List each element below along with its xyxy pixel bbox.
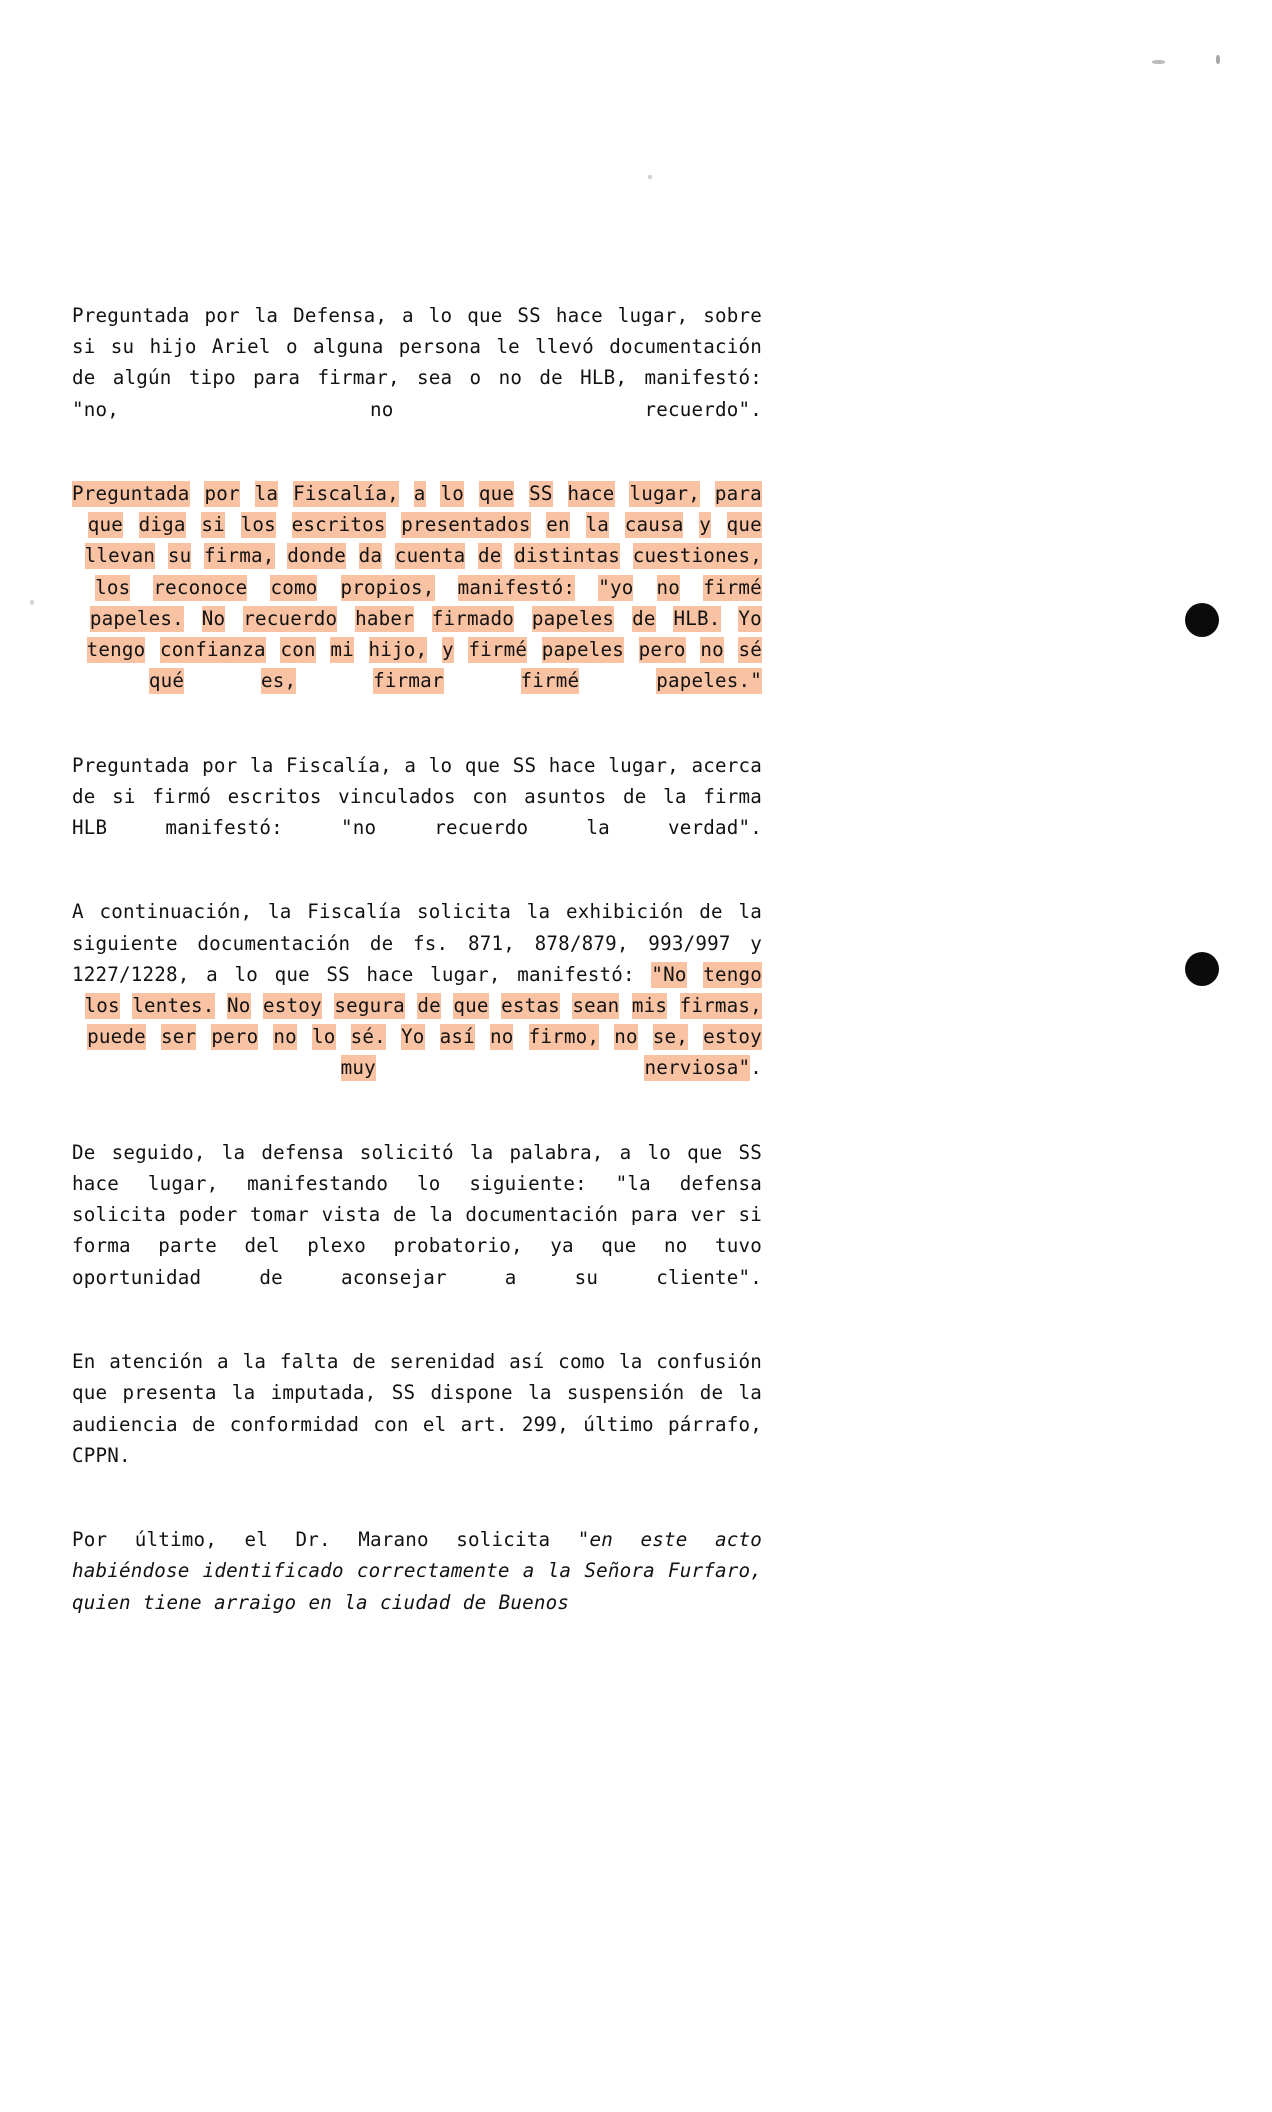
word-gap	[454, 638, 469, 661]
highlighted-word: para	[714, 482, 762, 506]
word-gap	[346, 544, 359, 567]
italic-text-run: "en este acto habiéndose identificado correctamente a la Señora Furfaro, quien tiene arraigo en la ciudad de Buenos	[72, 1528, 762, 1614]
word-gap	[513, 1025, 528, 1048]
word-gap	[145, 638, 160, 661]
highlighted-word: así	[439, 1025, 475, 1049]
highlighted-word: la	[254, 482, 279, 506]
word-gap	[382, 544, 395, 567]
word-gap	[615, 482, 630, 505]
margin-punch-dot-icon	[1185, 952, 1219, 986]
paragraph-p5-defensa-vista	[72, 1137, 762, 1324]
highlighted-word: da	[358, 544, 383, 568]
highlighted-word: si	[201, 513, 225, 537]
highlighted-word: hijo,	[368, 638, 428, 662]
document-text-body	[72, 300, 762, 1618]
text-run: En atención a la falta de serenidad así como la confusión que presenta la imputada, SS dispone la suspensión de la audiencia de conformidad con el art. 299, último párrafo, CPPN.	[72, 1350, 762, 1467]
highlighted-word: hace	[567, 482, 615, 506]
word-gap	[258, 1025, 273, 1048]
highlighted-word: lo	[440, 482, 464, 506]
word-gap	[225, 607, 243, 630]
text-run: .	[750, 1056, 762, 1080]
word-gap	[465, 544, 478, 567]
highlighted-word: papeles	[541, 638, 625, 662]
word-gap	[514, 607, 532, 630]
highlighted-word: "yo	[598, 575, 634, 599]
word-gap	[441, 994, 454, 1017]
word-gap	[560, 994, 573, 1017]
word-gap	[146, 1025, 161, 1048]
paragraph-p3-fiscalia-firmo	[72, 750, 762, 875]
word-gap	[386, 1025, 401, 1048]
highlighted-word: firma,	[204, 544, 275, 568]
highlighted-word: su	[167, 544, 192, 568]
highlighted-word: de	[632, 606, 656, 630]
word-gap	[609, 513, 625, 536]
word-gap	[444, 669, 521, 692]
word-gap	[322, 994, 335, 1017]
highlighted-word: reconoce	[153, 575, 248, 599]
highlighted-word: Yo	[401, 1025, 425, 1049]
word-gap	[225, 513, 241, 536]
highlighted-word: muy	[340, 1056, 376, 1080]
word-gap	[686, 638, 701, 661]
highlighted-word: cuestiones,	[632, 544, 762, 568]
word-gap	[240, 482, 255, 505]
word-gap	[514, 482, 529, 505]
word-gap	[278, 482, 293, 505]
word-gap	[72, 1025, 87, 1048]
scan-artifact-icon	[1152, 60, 1165, 64]
highlighted-word: Preguntada	[72, 482, 190, 506]
word-gap	[275, 544, 288, 567]
text-run: Preguntada por la Defensa, a lo que SS hace lugar, sobre si su hijo Ariel o alguna persona le llevó documentación de algún tipo para firmar, sea o no de HLB, manifestó: "no, no recuerdo".	[72, 304, 762, 421]
word-gap	[553, 482, 568, 505]
highlighted-word: estas	[501, 994, 560, 1018]
highlighted-word: nerviosa"	[644, 1056, 751, 1080]
highlighted-word: presentados	[401, 513, 531, 537]
word-gap	[426, 482, 441, 505]
word-gap	[354, 638, 369, 661]
highlighted-word: estoy	[703, 1025, 762, 1049]
word-gap	[130, 576, 153, 599]
highlighted-word: los	[95, 575, 131, 599]
highlighted-word: se,	[652, 1025, 689, 1049]
highlighted-word: causa	[624, 513, 684, 537]
word-gap	[196, 1025, 211, 1048]
highlighted-word: de	[478, 544, 502, 568]
highlighted-word: firmar	[373, 669, 444, 693]
word-gap	[184, 607, 202, 630]
word-gap	[72, 607, 90, 630]
highlighted-word: no	[614, 1025, 638, 1049]
paragraph-p7-marano	[72, 1524, 762, 1618]
word-gap	[721, 607, 739, 630]
highlighted-word: es,	[261, 669, 297, 693]
highlighted-word: cuenta	[394, 544, 466, 568]
highlighted-word: Yo	[738, 606, 762, 630]
highlighted-word: con	[280, 638, 316, 662]
highlighted-word: mi	[330, 638, 354, 662]
highlighted-word: no	[700, 638, 724, 662]
highlighted-word: sé	[738, 638, 762, 662]
word-gap	[435, 576, 458, 599]
highlighted-word: puede	[87, 1025, 146, 1049]
highlighted-word: los	[84, 994, 120, 1018]
word-gap	[475, 1025, 490, 1048]
word-gap	[190, 482, 205, 505]
highlighted-word: papeles	[531, 606, 615, 630]
word-gap	[72, 638, 87, 661]
word-gap	[619, 994, 632, 1017]
highlighted-word: por	[204, 482, 240, 506]
word-gap	[614, 607, 632, 630]
highlighted-word: No	[227, 994, 251, 1018]
text-run: De seguido, la defensa solicitó la palabra, a lo que SS hace lugar, manifestando lo siguiente: "la defensa solicita poder tomar vista de la documentación para ver si forma parte del plexo probatorio, ya que no tuvo oportunidad de aconsejar a su cliente".	[72, 1140, 762, 1289]
highlighted-word: firmé	[468, 638, 528, 662]
word-gap	[680, 576, 703, 599]
word-gap	[72, 576, 95, 599]
word-gap	[72, 669, 149, 692]
word-gap	[683, 513, 699, 536]
word-gap	[531, 513, 547, 536]
word-gap	[386, 513, 402, 536]
highlighted-word: lugar,	[629, 482, 700, 506]
highlighted-word: firmé	[703, 575, 762, 599]
word-gap	[414, 607, 432, 630]
highlighted-word: Fiscalía,	[293, 482, 399, 506]
highlighted-word: firmé	[520, 669, 580, 693]
highlighted-word: sean	[572, 994, 620, 1018]
highlighted-word: los	[240, 513, 276, 537]
text-run: Preguntada por la Fiscalía, a lo que SS hace lugar, acerca de si firmó escritos vinculados con asuntos de la firma HLB manifestó: "no recuerdo la verdad".	[72, 753, 762, 840]
scan-artifact-icon	[1216, 55, 1220, 64]
highlighted-word: HLB.	[673, 606, 721, 630]
word-gap	[624, 638, 639, 661]
word-gap	[191, 544, 204, 567]
word-gap	[633, 576, 656, 599]
highlighted-word: en	[546, 513, 570, 537]
highlighted-word: no	[489, 1025, 514, 1049]
paragraph-p4-exhibicion	[72, 896, 762, 1114]
word-gap	[297, 1025, 312, 1048]
word-gap	[700, 482, 715, 505]
highlighted-word: estoy	[263, 994, 322, 1018]
word-gap	[247, 576, 270, 599]
word-gap	[579, 669, 656, 692]
highlighted-word: papeles."	[656, 669, 762, 693]
word-gap	[687, 963, 704, 986]
highlighted-word: diga	[138, 513, 186, 537]
word-gap	[72, 513, 88, 536]
word-gap	[336, 1025, 351, 1048]
highlighted-word: mis	[631, 994, 668, 1018]
word-gap	[425, 1025, 440, 1048]
highlighted-word: no	[656, 575, 681, 599]
highlighted-word: tengo	[86, 638, 146, 662]
highlighted-word: "No	[651, 962, 687, 986]
word-gap	[489, 994, 502, 1017]
highlighted-word: segura	[334, 994, 405, 1018]
word-gap	[72, 544, 85, 567]
word-gap	[656, 607, 674, 630]
word-gap	[72, 994, 85, 1017]
highlighted-word: que	[726, 513, 762, 537]
highlighted-word: la	[585, 513, 610, 537]
word-gap	[688, 1025, 703, 1048]
highlighted-word: manifestó:	[457, 575, 576, 599]
highlighted-word: lo	[312, 1025, 336, 1049]
highlighted-word: que	[87, 513, 123, 537]
paragraph-p1-defensa	[72, 300, 762, 456]
highlighted-word: papeles.	[89, 606, 184, 630]
word-gap	[527, 638, 542, 661]
word-gap	[502, 544, 515, 567]
word-gap	[464, 482, 479, 505]
highlighted-word: lentes.	[132, 994, 215, 1018]
paragraph-p6-suspension	[72, 1346, 762, 1502]
word-gap	[405, 994, 418, 1017]
highlighted-word: firmas,	[679, 994, 762, 1018]
scan-artifact-icon	[30, 600, 34, 605]
highlighted-word: firmado	[431, 606, 515, 630]
highlighted-word: recuerdo	[243, 606, 338, 630]
highlighted-word: SS	[529, 482, 553, 506]
highlighted-word: y	[699, 513, 711, 537]
word-gap	[570, 513, 586, 536]
highlighted-word: a	[413, 482, 426, 506]
highlighted-word: escritos	[291, 513, 386, 537]
word-gap	[123, 513, 139, 536]
word-gap	[266, 638, 281, 661]
highlighted-word: como	[270, 575, 318, 599]
word-gap	[399, 482, 414, 505]
highlighted-word: haber	[355, 606, 414, 630]
highlighted-word: que	[453, 994, 489, 1018]
word-gap	[120, 994, 133, 1017]
word-gap	[599, 1025, 614, 1048]
word-gap	[638, 1025, 653, 1048]
highlighted-word: firmo,	[528, 1025, 600, 1049]
word-gap	[296, 669, 373, 692]
highlighted-word: llevan	[84, 544, 156, 568]
scan-artifact-icon	[648, 175, 652, 179]
highlighted-word: propios,	[340, 575, 435, 599]
word-gap	[316, 638, 331, 661]
highlighted-word: que	[478, 482, 515, 506]
word-gap	[667, 994, 680, 1017]
highlighted-word: no	[273, 1025, 297, 1049]
paragraph-p2-fiscalia-escritos	[72, 478, 762, 728]
highlighted-word: confianza	[160, 638, 266, 662]
highlighted-word: qué	[148, 669, 185, 693]
word-gap	[215, 994, 228, 1017]
word-gap	[155, 544, 168, 567]
text-run: Por último, el Dr. Marano solicita	[72, 1528, 578, 1552]
text-run: A continuación, la Fiscalía solicita la exhibición de la siguiente documentación de fs. 871, 878/879, 993/997 y 1227/1228, a lo que SS hace lugar, manifestó:	[72, 900, 762, 986]
highlighted-word: ser	[160, 1025, 197, 1049]
word-gap	[251, 994, 264, 1017]
word-gap	[620, 544, 633, 567]
word-gap	[427, 638, 442, 661]
word-gap	[575, 576, 598, 599]
word-gap	[317, 576, 340, 599]
highlighted-word: tengo	[703, 962, 762, 986]
highlighted-word: donde	[287, 544, 346, 568]
word-gap	[337, 607, 355, 630]
margin-punch-dot-icon	[1185, 603, 1219, 637]
word-gap	[711, 513, 727, 536]
highlighted-word: de	[417, 994, 441, 1018]
word-gap	[186, 513, 202, 536]
highlighted-word: sé.	[350, 1025, 386, 1049]
word-gap	[276, 513, 292, 536]
highlighted-word: pero	[211, 1025, 259, 1049]
highlighted-word: pero	[638, 638, 686, 662]
word-gap	[184, 669, 261, 692]
highlighted-word: No	[201, 606, 226, 630]
highlighted-word: y	[441, 638, 454, 662]
word-gap	[724, 638, 739, 661]
word-gap	[72, 1056, 341, 1079]
highlighted-word: distintas	[514, 544, 621, 568]
word-gap	[376, 1056, 645, 1079]
